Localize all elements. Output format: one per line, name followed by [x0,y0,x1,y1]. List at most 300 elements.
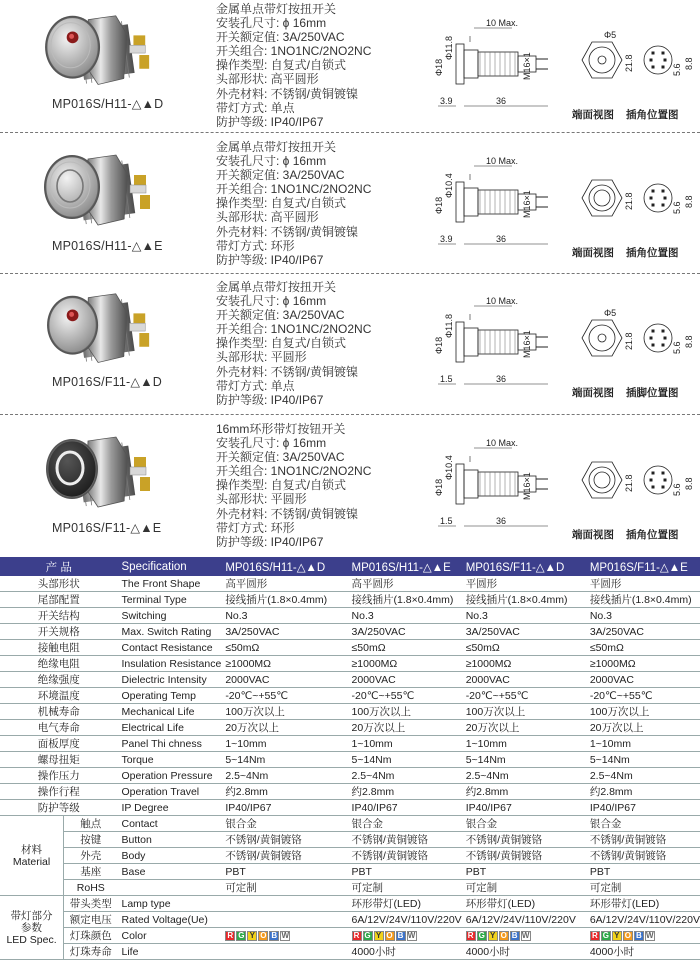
row-label-cn: 开关规格 [0,624,118,640]
table-cell: IP40/IP67 [586,800,700,816]
svg-text:8.8: 8.8 [684,477,694,490]
row-label-cn: RoHS [64,880,118,896]
table-cell: 平圆形 [462,576,586,592]
spec-line: 外壳材料: 不锈钢/黄铜镀镍 [216,506,359,521]
led-color-swatch: G [602,930,609,940]
table-cell: 100万次以上 [348,704,462,720]
dimension-drawing [430,140,700,272]
svg-text:Φ10.4: Φ10.4 [444,173,454,198]
table-row [0,800,700,816]
row-label-en: Panel Thi chness [118,736,222,752]
table-cell [221,928,347,944]
svg-text:插脚位置图: 插脚位置图 [626,387,679,399]
spec-line: 防护等级: IP40/IP67 [216,392,324,407]
svg-text:Φ11.8: Φ11.8 [444,35,454,60]
table-cell: 不锈钢/黄铜镀铬 [462,848,586,864]
svg-text:36: 36 [496,374,507,384]
row-label-en: Base [118,864,222,880]
row-label-en: Color [118,928,222,944]
row-label-en: Contact [118,816,222,832]
led-color-swatch: W [521,930,530,940]
spec-line: 开关组合: 1NO1NC/2NO2NC [216,322,372,337]
led-color-swatch: O [260,930,267,940]
table-cell: 1~10mm [348,736,462,752]
table-cell: PBT [586,864,700,880]
spec-line: 外壳材料: 不锈钢/黄铜镀镍 [216,364,359,379]
table-row [0,768,700,784]
table-cell: IP40/IP67 [221,800,347,816]
column-header: MP016S/H11-△▲E [348,557,462,576]
table-cell: 不锈钢/黄铜镀铬 [348,832,462,848]
table-cell: 不锈钢/黄铜镀铬 [462,832,586,848]
row-label-en: Operation Travel [118,784,222,800]
spec-line: 操作类型: 自复式/自锁式 [216,478,347,493]
table-row [0,576,700,592]
spec-list [216,2,446,129]
table-row [0,640,700,656]
table-cell [221,896,347,912]
spec-line: 开关组合: 1NO1NC/2NO2NC [216,182,372,197]
table-cell: 银合金 [348,816,462,832]
row-group-label [0,816,64,896]
svg-text:21.8: 21.8 [624,332,634,350]
table-cell: No.3 [221,608,347,624]
spec-list [216,280,446,407]
table-row [0,592,700,608]
table-cell: 2.5~4Nm [221,768,347,784]
row-label-cn: 机械寿命 [0,704,118,720]
led-color-swatch: W [407,930,416,940]
table-cell: 20万次以上 [348,720,462,736]
table-cell [221,912,347,928]
led-color-swatch: W [281,930,290,940]
svg-text:21.8: 21.8 [624,474,634,492]
spec-list [216,140,446,267]
table-cell [221,944,347,960]
table-row [0,896,700,912]
group-label-line: Material [12,855,51,868]
table-cell: 可定制 [348,880,462,896]
spec-line: 带灯方式: 单点 [216,100,295,115]
svg-text:21.8: 21.8 [624,192,634,210]
svg-text:5.6: 5.6 [672,201,682,214]
table-row [0,624,700,640]
table-cell: 不锈钢/黄铜镀铬 [221,832,347,848]
svg-text:3.9: 3.9 [440,234,453,244]
svg-text:插角位置图: 插角位置图 [626,109,679,121]
table-cell: PBT [221,864,347,880]
table-cell: 不锈钢/黄铜镀铬 [586,832,700,848]
led-color-swatch: O [624,930,631,940]
table-cell: 约2.8mm [221,784,347,800]
table-cell: No.3 [586,608,700,624]
spec-line: 安装孔尺寸: ϕ 16mm [216,294,327,309]
svg-text:M16×1: M16×1 [522,190,532,218]
svg-text:36: 36 [496,234,507,244]
table-row [0,848,700,864]
table-cell: 银合金 [586,816,700,832]
table-cell: 100万次以上 [221,704,347,720]
table-row [0,672,700,688]
product-block [0,278,700,406]
row-label-cn: 操作压力 [0,768,118,784]
table-cell: 高平圆形 [221,576,347,592]
row-label-en: Operation Pressure [118,768,222,784]
spec-line: 带灯方式: 环形 [216,238,295,253]
table-cell: 5~14Nm [348,752,462,768]
spec-line: 头部形状: 平圆形 [216,350,307,365]
table-cell: 100万次以上 [462,704,586,720]
row-label-en: Mechanical Life [118,704,222,720]
table-cell [586,928,700,944]
table-cell: No.3 [348,608,462,624]
dimension-drawing [430,422,700,554]
column-header: Specification [118,557,222,576]
table-cell: 3A/250VAC [221,624,347,640]
row-label-en: Body [118,848,222,864]
table-cell [462,928,586,944]
group-label-line: 带灯部分 [10,909,53,922]
table-cell: 2000VAC [462,672,586,688]
table-cell: 不锈钢/黄铜镀铬 [221,848,347,864]
table-cell: IP40/IP67 [348,800,462,816]
svg-text:端面视图: 端面视图 [572,529,614,541]
led-color-swatch: O [386,930,393,940]
technical-drawing [430,2,700,135]
table-cell: ≤50mΩ [586,640,700,656]
svg-text:端面视图: 端面视图 [572,387,614,399]
table-cell: 100万次以上 [586,704,700,720]
table-cell: ≥1000MΩ [221,656,347,672]
spec-line: 开关额定值: 3A/250VAC [216,450,345,465]
table-cell: 银合金 [221,816,347,832]
row-label-cn: 灯珠寿命 [64,944,118,960]
spec-line: 金属单点带灯按扭开关 [216,280,337,294]
svg-text:M16×1: M16×1 [522,472,532,500]
table-cell: 6A/12V/24V/110V/220V [462,912,586,928]
spec-line: 金属单点带灯按扭开关 [216,2,337,16]
table-row [0,816,700,832]
row-label-en: Switching [118,608,222,624]
row-label-en: Electrical Life [118,720,222,736]
row-label-cn: 尾部配置 [0,592,118,608]
row-label-en: Dielectric Intensity [118,672,222,688]
spec-line: 开关组合: 1NO1NC/2NO2NC [216,44,372,59]
table-cell: 银合金 [462,816,586,832]
table-cell: 2000VAC [348,672,462,688]
table-row [0,736,700,752]
table-cell: 高平圆形 [348,576,462,592]
table-cell: 3A/250VAC [462,624,586,640]
led-color-swatch: B [510,931,520,941]
table-row [0,944,700,960]
table-cell: No.3 [462,608,586,624]
table-cell: 约2.8mm [586,784,700,800]
technical-drawing [430,280,700,413]
group-label-line: 材料 [21,843,43,856]
section-divider [0,273,700,274]
svg-text:8.8: 8.8 [684,57,694,70]
section-divider [0,414,700,415]
table-cell: 平圆形 [586,576,700,592]
svg-text:M16×1: M16×1 [522,52,532,80]
model-number: MP016S/F11-△▲E [52,521,162,535]
spec-line: 开关额定值: 3A/250VAC [216,168,345,183]
row-group-label [0,896,64,960]
svg-text:10 Max.: 10 Max. [486,156,519,166]
table-row [0,608,700,624]
product-block [0,420,700,552]
svg-text:端面视图: 端面视图 [572,247,614,259]
column-header: MP016S/H11-△▲D [221,557,347,576]
spec-line: 开关额定值: 3A/250VAC [216,30,345,45]
spec-line: 金属单点带灯按扭开关 [216,140,337,154]
row-label-en: Insulation Resistance [118,656,222,672]
table-cell: 环形带灯(LED) [586,896,700,912]
spec-line: 安装孔尺寸: ϕ 16mm [216,154,327,169]
led-color-swatch: R [225,931,235,941]
led-color-swatch: B [396,931,406,941]
table-cell: 不锈钢/黄铜镀铬 [586,848,700,864]
table-cell: -20℃~+55℃ [221,688,347,704]
row-label-en: Life [118,944,222,960]
model-number: MP016S/F11-△▲D [52,375,163,389]
led-color-swatch: Y [488,931,498,941]
row-label-en: The Front Shape [118,576,222,592]
spec-line: 防护等级: IP40/IP67 [216,534,324,549]
table-row [0,704,700,720]
table-cell: 约2.8mm [348,784,462,800]
table-cell: ≤50mΩ [348,640,462,656]
row-label-cn: 面板厚度 [0,736,118,752]
row-label-cn: 螺母扭矩 [0,752,118,768]
table-cell: 2.5~4Nm [462,768,586,784]
table-header [0,557,700,576]
svg-text:Φ18: Φ18 [434,478,444,496]
svg-text:5.6: 5.6 [672,63,682,76]
row-label-cn: 触点 [64,816,118,832]
row-label-cn: 开关结构 [0,608,118,624]
section-divider [0,132,700,133]
spec-line: 外壳材料: 不锈钢/黄铜镀镍 [216,224,359,239]
table-cell: 可定制 [586,880,700,896]
table-row [0,864,700,880]
spec-line: 16mm环形带灯按钮开关 [216,422,346,436]
led-color-swatch: Y [374,931,384,941]
led-color-swatch: B [634,931,644,941]
row-label-en: Button [118,832,222,848]
table-cell: ≥1000MΩ [348,656,462,672]
row-label-en: Operating Temp [118,688,222,704]
table-row [0,688,700,704]
svg-text:Φ11.8: Φ11.8 [444,313,454,338]
svg-text:5.6: 5.6 [672,483,682,496]
table-cell: ≥1000MΩ [586,656,700,672]
table-row [0,928,700,944]
table-row [0,880,700,896]
svg-text:8.8: 8.8 [684,195,694,208]
row-label-cn: 环境温度 [0,688,118,704]
svg-text:Φ10.4: Φ10.4 [444,455,454,480]
column-header: MP016S/F11-△▲E [586,557,700,576]
spec-line: 开关额定值: 3A/250VAC [216,308,345,323]
table-cell: 可定制 [462,880,586,896]
table-cell: 20万次以上 [586,720,700,736]
table-cell: 4000小时 [586,944,700,960]
table-cell: IP40/IP67 [462,800,586,816]
svg-text:端面视图: 端面视图 [572,109,614,121]
table-cell: 可定制 [221,880,347,896]
svg-text:Φ18: Φ18 [434,58,444,76]
spec-line: 开关组合: 1NO1NC/2NO2NC [216,464,372,479]
led-color-swatch: G [238,930,245,940]
svg-text:10 Max.: 10 Max. [486,296,519,306]
table-cell: 不锈钢/黄铜镀铬 [348,848,462,864]
row-label-cn: 基座 [64,864,118,880]
led-color-swatch: O [500,930,507,940]
row-label-cn: 绝缘电阻 [0,656,118,672]
table-cell: ≤50mΩ [462,640,586,656]
table-cell: 4000小时 [462,944,586,960]
table-cell: 5~14Nm [586,752,700,768]
led-color-swatch: Y [612,931,622,941]
table-cell: 2000VAC [586,672,700,688]
table-cell: 20万次以上 [462,720,586,736]
svg-text:1.5: 1.5 [440,516,453,526]
table-cell: -20℃~+55℃ [462,688,586,704]
model-number: MP016S/H11-△▲E [52,239,163,253]
led-color-swatch: G [364,930,371,940]
table-cell: PBT [348,864,462,880]
table-cell: 6A/12V/24V/110V/220V [586,912,700,928]
spec-line: 防护等级: IP40/IP67 [216,252,324,267]
spec-line: 外壳材料: 不锈钢/黄铜镀镍 [216,86,359,101]
table-row [0,784,700,800]
table-cell: 约2.8mm [462,784,586,800]
row-label-cn: 外壳 [64,848,118,864]
svg-text:1.5: 1.5 [440,374,453,384]
model-number: MP016S/H11-△▲D [52,97,164,111]
table-cell: 3A/250VAC [348,624,462,640]
table-cell: 2000VAC [221,672,347,688]
group-label-line: 参数 [21,921,43,934]
table-cell: 接线插片(1.8×0.4mm) [586,592,700,608]
svg-text:21.8: 21.8 [624,54,634,72]
row-label-en: Contact Resistance [118,640,222,656]
row-label-cn: 绝缘强度 [0,672,118,688]
spec-line: 操作类型: 自复式/自锁式 [216,336,347,351]
svg-text:Φ5: Φ5 [604,308,617,318]
table-cell: -20℃~+55℃ [348,688,462,704]
table-cell: 2.5~4Nm [586,768,700,784]
column-header: 产 品 [0,557,118,576]
group-label-line: LED Spec. [6,933,57,946]
spec-line: 带灯方式: 单点 [216,378,295,393]
row-label-cn: 接触电阻 [0,640,118,656]
dimension-drawing [430,2,700,130]
table-cell: 环形带灯(LED) [348,896,462,912]
led-color-swatch: R [466,931,476,941]
table-cell: 5~14Nm [462,752,586,768]
led-color-swatch: Y [247,931,257,941]
table-cell: 1~10mm [221,736,347,752]
table-cell: 20万次以上 [221,720,347,736]
table-cell: ≤50mΩ [221,640,347,656]
svg-text:10 Max.: 10 Max. [486,438,519,448]
technical-drawing [430,140,700,277]
row-label-en: Lamp type [118,896,222,912]
table-cell: 1~10mm [586,736,700,752]
svg-text:插角位置图: 插角位置图 [626,529,679,541]
row-label-cn: 头部形状 [0,576,118,592]
row-label-cn: 操作行程 [0,784,118,800]
spec-line: 防护等级: IP40/IP67 [216,114,324,129]
spec-table [0,557,700,960]
product-block [0,0,700,128]
table-cell: 6A/12V/24V/110V/220V [348,912,462,928]
led-color-swatch: G [478,930,485,940]
table-cell: 接线插片(1.8×0.4mm) [221,592,347,608]
spec-list [216,422,446,549]
svg-text:8.8: 8.8 [684,335,694,348]
row-label-cn: 带头类型 [64,896,118,912]
row-label-en: Rated Voltage(Ue) [118,912,222,928]
row-label-en: Max. Switch Rating [118,624,222,640]
row-label-en: Torque [118,752,222,768]
led-color-swatch: R [590,931,600,941]
table-cell: 3A/250VAC [586,624,700,640]
table-cell: -20℃~+55℃ [586,688,700,704]
table-cell [348,928,462,944]
table-cell: 接线插片(1.8×0.4mm) [462,592,586,608]
led-color-swatch: B [269,931,279,941]
table-cell: ≥1000MΩ [462,656,586,672]
table-row [0,752,700,768]
spec-line: 头部形状: 高平圆形 [216,72,319,87]
spec-line: 操作类型: 自复式/自锁式 [216,58,347,73]
table-cell: PBT [462,864,586,880]
svg-text:Φ18: Φ18 [434,196,444,214]
table-cell: 1~10mm [462,736,586,752]
technical-drawing [430,422,700,559]
svg-text:Φ18: Φ18 [434,336,444,354]
spec-line: 头部形状: 平圆形 [216,492,307,507]
svg-text:3.9: 3.9 [440,96,453,106]
led-color-swatch: R [352,931,362,941]
row-label-cn: 按键 [64,832,118,848]
table-row [0,656,700,672]
table-row [0,720,700,736]
table-cell: 接线插片(1.8×0.4mm) [348,592,462,608]
row-label-en: Terminal Type [118,592,222,608]
row-label-cn: 灯珠颜色 [64,928,118,944]
spec-line: 头部形状: 高平圆形 [216,210,319,225]
spec-line: 安装孔尺寸: ϕ 16mm [216,436,327,451]
svg-text:Φ5: Φ5 [604,30,617,40]
row-label-cn: 额定电压 [64,912,118,928]
row-label-cn: 电气寿命 [0,720,118,736]
product-block [0,138,700,270]
table-cell: 2.5~4Nm [348,768,462,784]
svg-text:M16×1: M16×1 [522,330,532,358]
svg-text:36: 36 [496,96,507,106]
table-row [0,832,700,848]
column-header: MP016S/F11-△▲D [462,557,586,576]
row-label-en: IP Degree [118,800,222,816]
spec-line: 带灯方式: 环形 [216,520,295,535]
spec-line: 安装孔尺寸: ϕ 16mm [216,16,327,31]
spec-line: 操作类型: 自复式/自锁式 [216,196,347,211]
